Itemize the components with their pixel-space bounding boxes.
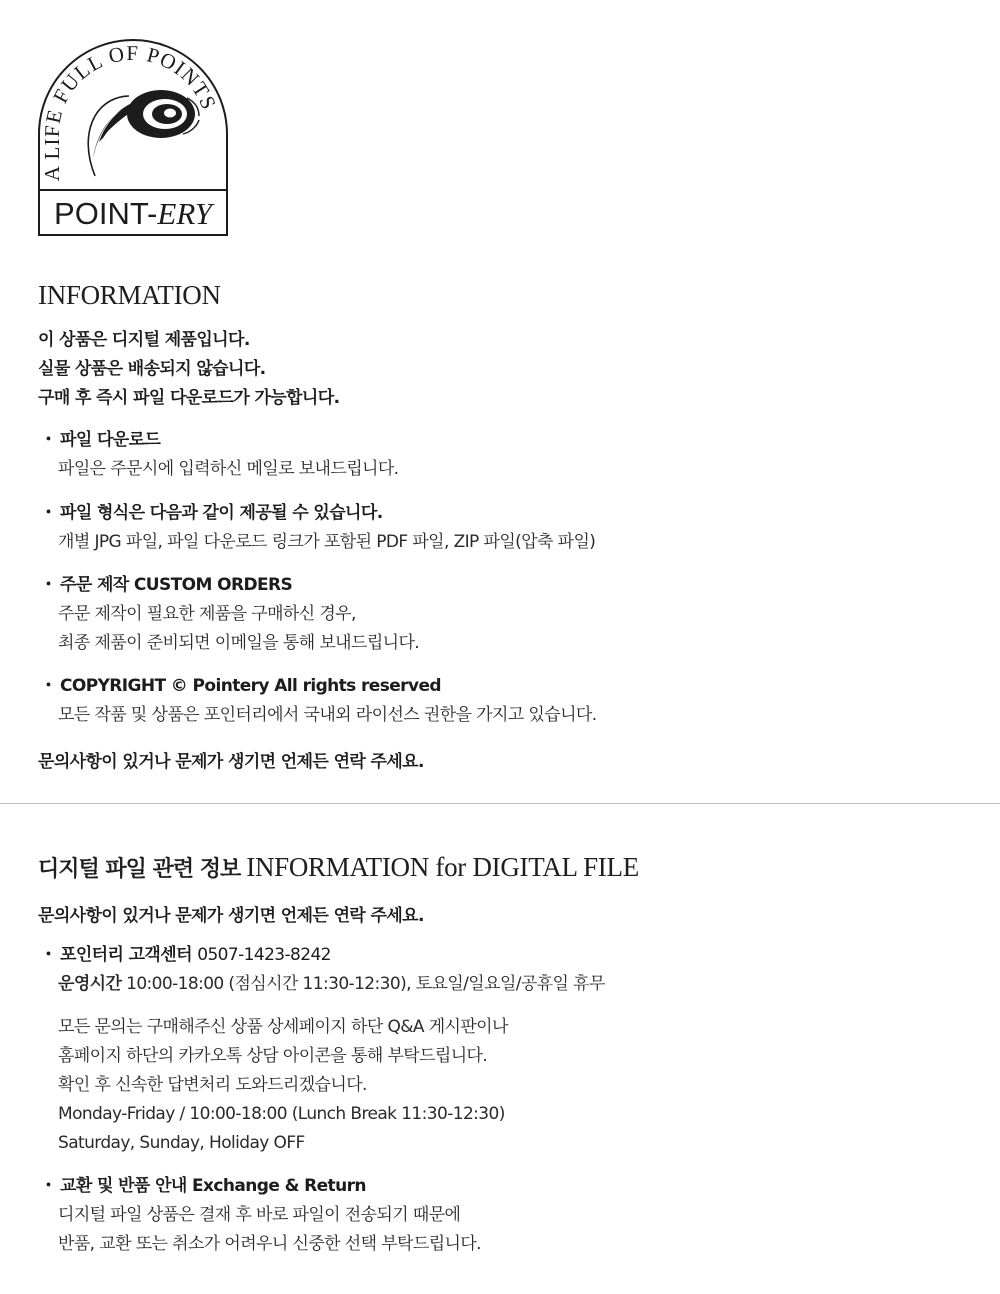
item-line: 개별 JPG 파일, 파일 다운로드 링크가 포함된 PDF 파일, ZIP 파일(압축 파일) [58, 532, 596, 552]
center-label: 포인터리 고객센터 [60, 945, 192, 965]
hours-value: 10:00-18:00 (점심시간 11:30-12:30), 토요일/일요일/공휴일 휴무 [126, 974, 605, 994]
bullet: ・ [40, 503, 57, 523]
center-phone: 0507-1423-8242 [197, 945, 331, 965]
bullet: ・ [40, 1176, 57, 1196]
item-line: 최종 제품이 준비되면 이메일을 통해 보내드립니다. [58, 633, 420, 653]
center-line: 홈페이지 하단의 카카오톡 상담 아이콘을 통해 부탁드립니다. [58, 1046, 488, 1066]
item-line: 모든 작품 및 상품은 포인터리에서 국내외 라이선스 권한을 가지고 있습니다. [58, 705, 597, 725]
intro-line: 이 상품은 디지털 제품입니다. [38, 330, 250, 350]
digital-contact-note: 문의사항이 있거나 문제가 생기면 언제든 연락 주세요. [38, 906, 424, 926]
item-head: 주문 제작 CUSTOM ORDERS [60, 575, 293, 595]
info-intro [38, 326, 339, 413]
digital-title-ko: 디지털 파일 관련 정보 [38, 857, 241, 882]
digital-title [38, 852, 639, 883]
item-line: 파일은 주문시에 입력하신 메일로 보내드립니다. [58, 459, 399, 479]
digital-title-en: INFORMATION for DIGITAL FILE [246, 852, 639, 882]
item-head: COPYRIGHT © Pointery All rights reserved [60, 676, 441, 696]
intro-line: 실물 상품은 배송되지 않습니다. [38, 359, 266, 379]
intro-line: 구매 후 즉시 파일 다운로드가 가능합니다. [38, 388, 340, 408]
center-line: 모든 문의는 구매해주신 상품 상세페이지 하단 Q&A 게시판이나 [58, 1017, 508, 1037]
info-item-format [38, 499, 595, 557]
bullet: ・ [40, 575, 57, 595]
logo-name: POINT-ERY [54, 196, 212, 231]
peacock-feather-icon [88, 90, 199, 176]
info-item-custom [38, 571, 419, 658]
bullet: ・ [40, 430, 57, 450]
logo-emblem [37, 38, 229, 236]
bullet: ・ [40, 945, 57, 965]
customer-center [38, 941, 605, 1158]
section-divider [0, 803, 1000, 804]
exchange-line: 디지털 파일 상품은 결재 후 바로 파일이 전송되기 때문에 [58, 1205, 461, 1225]
hours-label: 운영시간 [58, 974, 122, 994]
exchange-line: 반품, 교환 또는 취소가 어려우니 신중한 선택 부탁드립니다. [58, 1234, 481, 1254]
logo-arc-text: A LIFE FULL OF POINTS [39, 40, 222, 182]
center-line: Saturday, Sunday, Holiday OFF [58, 1133, 305, 1153]
bullet: ・ [40, 676, 57, 696]
item-head: 파일 다운로드 [60, 430, 161, 450]
info-footer: 문의사항이 있거나 문제가 생기면 언제든 연락 주세요. [38, 752, 424, 772]
exchange-return [38, 1172, 481, 1259]
brand-logo [37, 38, 229, 236]
center-line: 확인 후 신속한 답변처리 도와드리겠습니다. [58, 1075, 367, 1095]
info-item-copyright [38, 672, 597, 730]
item-head: 파일 형식은 다음과 같이 제공될 수 있습니다. [60, 503, 383, 523]
exchange-head: 교환 및 반품 안내 Exchange & Return [60, 1176, 366, 1196]
info-title: INFORMATION [38, 280, 221, 310]
center-line: Monday-Friday / 10:00-18:00 (Lunch Break 11:30-12:30) [58, 1104, 505, 1124]
item-line: 주문 제작이 필요한 제품을 구매하신 경우, [58, 604, 356, 624]
info-item-download [38, 426, 398, 484]
